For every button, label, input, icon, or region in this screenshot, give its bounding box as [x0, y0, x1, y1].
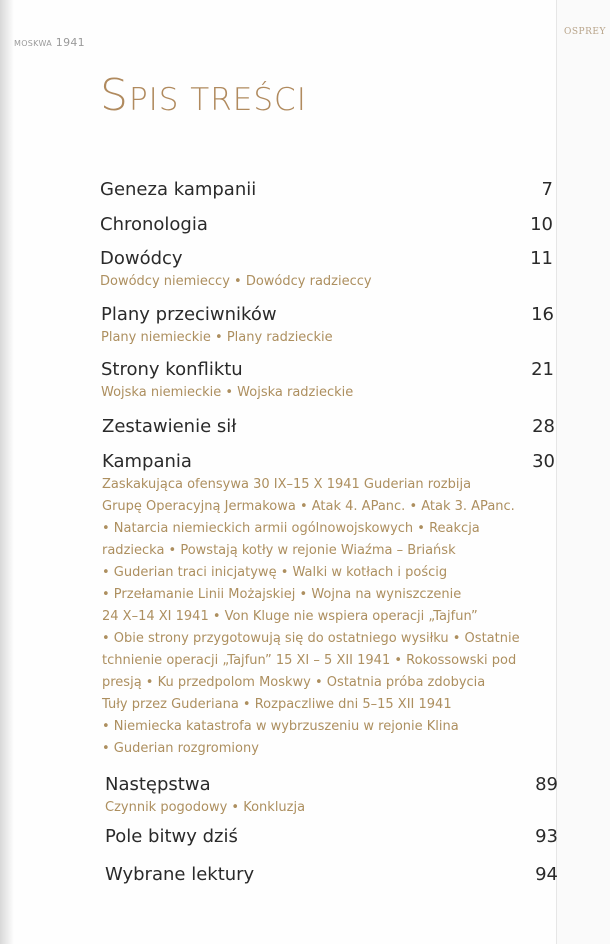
toc-entry-title: Dowódcy — [100, 248, 183, 269]
toc-subsection-line: Dowódcy niemieccy • Dowódcy radzieccy — [100, 274, 372, 289]
page-gutter-shadow — [0, 0, 14, 944]
toc-entry-page: 21 — [531, 359, 554, 380]
page-title — [100, 70, 307, 121]
toc-entry-row — [101, 359, 554, 380]
toc-entry-page: 10 — [530, 214, 553, 235]
toc-subsection-line: • Guderian traci inicjatywę • Walki w kotłach i pościg — [102, 565, 448, 580]
facing-page-edge — [556, 0, 610, 944]
toc-subsection-line: • Natarcia niemieckich armii ogólnowojskowych • Reakcja — [102, 521, 480, 536]
toc-entry-row — [102, 451, 555, 472]
toc-entry — [100, 179, 553, 200]
toc-subsection-line: Czynnik pogodowy • Konkluzja — [105, 800, 306, 815]
toc-subsections — [100, 271, 553, 293]
toc-subsection-line: • Guderian rozgromiony — [102, 741, 259, 756]
toc-entry-row — [105, 864, 558, 885]
toc-entry — [105, 864, 558, 885]
toc-entry — [105, 826, 558, 847]
toc-entry — [102, 451, 555, 760]
series-name: MOSKWA — [14, 39, 52, 48]
toc-entry-page: 28 — [532, 416, 555, 437]
toc-entry-title: Następstwa — [105, 774, 211, 795]
toc-subsection-line: Tuły przez Guderiana • Rozpaczliwe dni 5–15 XII 1941 — [102, 697, 452, 712]
toc-entry-page: 89 — [535, 774, 558, 795]
toc-subsection-line: • Niemiecka katastrofa w wybrzuszeniu w rejonie Klina — [102, 719, 459, 734]
toc-entry-row — [105, 774, 558, 795]
toc-entry-row — [100, 179, 553, 200]
toc-subsections — [102, 474, 555, 760]
toc-subsections — [101, 327, 554, 349]
toc-subsection-line: • Obie strony przygotowują się do ostatniego wysiłku • Ostatnie — [102, 631, 520, 646]
title-rest: PIS TREŚCI — [128, 82, 307, 118]
toc-entry-title: Strony konfliktu — [101, 359, 243, 380]
toc-entry-row — [100, 248, 553, 269]
series-year: 1941 — [55, 36, 85, 49]
toc-entry-title: Chronologia — [100, 214, 208, 235]
toc-subsection-line: 24 X–14 XI 1941 • Von Kluge nie wspiera operacji „Tajfun” — [102, 609, 478, 624]
toc-entry — [101, 359, 554, 404]
toc-entry-page: 93 — [535, 826, 558, 847]
running-header — [14, 36, 85, 49]
toc-entry — [102, 416, 555, 437]
toc-entry-title: Plany przeciwników — [101, 304, 277, 325]
toc-entry-title: Wybrane lektury — [105, 864, 255, 885]
toc-entry-row — [101, 304, 554, 325]
toc-entry-page: 94 — [535, 864, 558, 885]
toc-entry-title: Pole bitwy dziś — [105, 826, 238, 847]
toc-entry-row — [100, 214, 553, 235]
toc-subsection-line: tchnienie operacji „Tajfun” 15 XI – 5 XII 1941 • Rokossowski pod — [102, 653, 517, 668]
publisher-logo: OSPREY — [564, 27, 606, 37]
toc-entry-page: 11 — [530, 248, 553, 269]
toc-entry-row — [105, 826, 558, 847]
title-initial: S — [100, 70, 129, 121]
toc-subsection-line: Zaskakująca ofensywa 30 IX–15 X 1941 Guderian rozbija — [102, 477, 472, 492]
toc-entry-page: 30 — [532, 451, 555, 472]
toc-subsection-line: Wojska niemieckie • Wojska radzieckie — [101, 385, 354, 400]
toc-entry — [105, 774, 558, 819]
toc-entry — [100, 214, 553, 235]
toc-entry — [100, 248, 553, 293]
toc-entry — [101, 304, 554, 349]
toc-entry-title: Geneza kampanii — [100, 179, 257, 200]
toc-entry-title: Kampania — [102, 451, 192, 472]
toc-entry-title: Zestawienie sił — [102, 416, 237, 437]
toc-entry-page: 16 — [531, 304, 554, 325]
toc-entry-page: 7 — [541, 179, 553, 200]
toc-subsections — [101, 382, 554, 404]
toc-subsection-line: • Przełamanie Linii Możajskiej • Wojna na wyniszczenie — [102, 587, 462, 602]
toc-subsection-line: Plany niemieckie • Plany radzieckie — [101, 330, 333, 345]
toc-subsection-line: Grupę Operacyjną Jermakowa • Atak 4. APanc. • Atak 3. APanc. — [102, 499, 515, 514]
toc-subsections — [105, 797, 558, 819]
toc-subsection-line: radziecka • Powstają kotły w rejonie Wiaźma – Briańsk — [102, 543, 456, 558]
toc-subsection-line: presją • Ku przedpolom Moskwy • Ostatnia próba zdobycia — [102, 675, 486, 690]
toc-entry-row — [102, 416, 555, 437]
